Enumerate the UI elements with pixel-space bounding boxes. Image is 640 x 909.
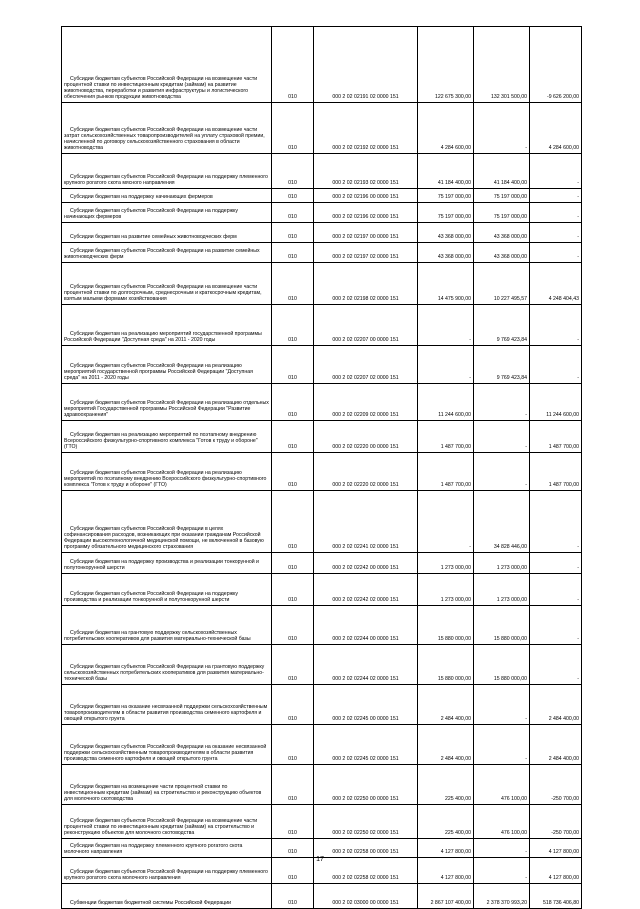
row-name-cell: Субсидии бюджетам на оказание несвязанной поддержки сельскохозяйственным товаропроизводителям в области развития производства семенного картофеля и овощей открытого грунта bbox=[62, 685, 272, 725]
table-row bbox=[62, 765, 582, 805]
row-code-cell: 010 bbox=[272, 606, 314, 645]
row-approved-cell: 14 475 900,00 bbox=[418, 263, 474, 305]
row-deviation-cell: - bbox=[530, 223, 582, 243]
row-approved-cell: 41 184 400,00 bbox=[418, 154, 474, 189]
row-code-cell: 010 bbox=[272, 203, 314, 223]
row-approved-cell: 122 675 300,00 bbox=[418, 27, 474, 103]
table-row bbox=[62, 645, 582, 685]
row-kbk-cell: 000 2 02 02258 00 0000 151 bbox=[314, 839, 418, 858]
row-approved-cell: 2 867 107 400,00 bbox=[418, 884, 474, 909]
table-row bbox=[62, 553, 582, 574]
row-deviation-cell: - bbox=[530, 154, 582, 189]
row-executed-cell: - bbox=[474, 839, 530, 858]
row-code-cell: 010 bbox=[272, 27, 314, 103]
row-executed-cell: - bbox=[474, 725, 530, 765]
row-code-cell: 010 bbox=[272, 223, 314, 243]
row-kbk-cell: 000 2 02 02258 02 0000 151 bbox=[314, 858, 418, 884]
table-row bbox=[62, 685, 582, 725]
row-name-cell: Субсидии бюджетам субъектов Российской Федерации на грантовую поддержку сельскохозяйственных потребительских кооперативов для развития материально-технической базы bbox=[62, 645, 272, 685]
row-executed-cell: 476 100,00 bbox=[474, 805, 530, 839]
row-deviation-cell: 1 487 700,00 bbox=[530, 421, 582, 453]
row-name-cell: Субсидии бюджетам субъектов Российской Федерации на поддержку племенного крупного рогатого скота молочного направления bbox=[62, 858, 272, 884]
row-kbk-cell: 000 2 02 02207 00 0000 151 bbox=[314, 305, 418, 346]
row-name-cell: Субсидии бюджетам субъектов Российской Федерации на оказание несвязанной поддержки сельскохозяйственным товаропроизводителям в области развития производства семенного картофеля и овощей открытого грунта bbox=[62, 725, 272, 765]
row-approved-cell: 225 400,00 bbox=[418, 805, 474, 839]
row-name-cell: Субсидии бюджетам субъектов Российской Федерации на реализацию отдельных мероприятий Государственной программы Российской Федерации "Развитие здравоохранения" bbox=[62, 384, 272, 421]
row-kbk-cell: 000 2 02 03000 00 0000 151 bbox=[314, 884, 418, 909]
row-deviation-cell: -250 700,00 bbox=[530, 805, 582, 839]
row-approved-cell: 225 400,00 bbox=[418, 765, 474, 805]
row-executed-cell: 1 273 000,00 bbox=[474, 553, 530, 574]
table-row bbox=[62, 839, 582, 858]
row-executed-cell: 132 301 500,00 bbox=[474, 27, 530, 103]
row-approved-cell: - bbox=[418, 491, 474, 553]
row-kbk-cell: 000 2 02 02193 02 0000 151 bbox=[314, 154, 418, 189]
row-executed-cell: 75 197 000,00 bbox=[474, 189, 530, 203]
row-code-cell: 010 bbox=[272, 839, 314, 858]
table-row bbox=[62, 346, 582, 384]
row-code-cell: 010 bbox=[272, 725, 314, 765]
row-approved-cell: - bbox=[418, 305, 474, 346]
row-executed-cell: 2 378 370 993,20 bbox=[474, 884, 530, 909]
row-approved-cell: 1 487 700,00 bbox=[418, 453, 474, 491]
row-deviation-cell: 4 248 404,43 bbox=[530, 263, 582, 305]
row-kbk-cell: 000 2 02 02196 00 0000 151 bbox=[314, 189, 418, 203]
row-code-cell: 010 bbox=[272, 384, 314, 421]
budget-execution-table bbox=[61, 26, 582, 909]
table-row bbox=[62, 154, 582, 189]
row-executed-cell: 43 368 000,00 bbox=[474, 223, 530, 243]
row-approved-cell: 2 484 400,00 bbox=[418, 685, 474, 725]
row-approved-cell: 11 244 600,00 bbox=[418, 384, 474, 421]
table-row bbox=[62, 384, 582, 421]
row-name-cell: Субсидии бюджетам на реализацию мероприятий государственной программы Российской Федерации "Доступная среда" на 2011 - 2020 годы bbox=[62, 305, 272, 346]
row-deviation-cell: - bbox=[530, 553, 582, 574]
row-kbk-cell: 000 2 02 02241 02 0000 151 bbox=[314, 491, 418, 553]
row-kbk-cell: 000 2 02 02196 02 0000 151 bbox=[314, 203, 418, 223]
row-code-cell: 010 bbox=[272, 346, 314, 384]
table-row bbox=[62, 263, 582, 305]
row-approved-cell: 43 368 000,00 bbox=[418, 243, 474, 263]
row-executed-cell: 15 880 000,00 bbox=[474, 645, 530, 685]
row-code-cell: 010 bbox=[272, 884, 314, 909]
row-kbk-cell: 000 2 02 02244 02 0000 151 bbox=[314, 645, 418, 685]
row-name-cell: Субсидии бюджетам субъектов Российской Федерации на реализацию мероприятий по поэтапному внедрению Всероссийского физкультурно-спортивного комплекса "Готов к труду и обороне" (ГТО) bbox=[62, 453, 272, 491]
row-code-cell: 010 bbox=[272, 263, 314, 305]
row-code-cell: 010 bbox=[272, 189, 314, 203]
row-name-cell: Субсидии бюджетам субъектов Российской Федерации на возмещение части процентной ставки по инвестиционным кредитам (займам) на строительство и реконструкцию объектов для молочного скотоводства bbox=[62, 805, 272, 839]
row-name-cell: Субсидии бюджетам субъектов Российской Федерации на развитие семейных животноводческих ферм bbox=[62, 243, 272, 263]
table-body bbox=[62, 27, 582, 909]
row-code-cell: 010 bbox=[272, 421, 314, 453]
row-deviation-cell: 4 284 600,00 bbox=[530, 103, 582, 154]
table-row bbox=[62, 805, 582, 839]
row-executed-cell: - bbox=[474, 685, 530, 725]
row-executed-cell: 10 227 495,57 bbox=[474, 263, 530, 305]
budget-report-page bbox=[61, 26, 581, 909]
row-executed-cell: - bbox=[474, 421, 530, 453]
row-executed-cell: 9 769 423,84 bbox=[474, 346, 530, 384]
row-name-cell: Субсидии бюджетам на грантовую поддержку сельскохозяйственных потребительских кооперативов для развития материально-технической базы bbox=[62, 606, 272, 645]
row-name-cell: Субсидии бюджетам на поддержку племенного крупного рогатого скота молочного направления bbox=[62, 839, 272, 858]
row-name-cell: Субсидии бюджетам субъектов Российской Федерации в целях софинансирования расходов, возникающих при оказании гражданам Российской Федерации высокотехнологичной медицинской помощи, не включенной в базовую программу обязательного медицинского страхования bbox=[62, 491, 272, 553]
row-executed-cell: 476 100,00 bbox=[474, 765, 530, 805]
row-kbk-cell: 000 2 02 02244 00 0000 151 bbox=[314, 606, 418, 645]
table-row bbox=[62, 243, 582, 263]
row-approved-cell: 1 273 000,00 bbox=[418, 553, 474, 574]
row-executed-cell: - bbox=[474, 453, 530, 491]
row-kbk-cell: 000 2 02 02250 02 0000 151 bbox=[314, 805, 418, 839]
row-deviation-cell: - bbox=[530, 243, 582, 263]
row-kbk-cell: 000 2 02 02242 00 0000 151 bbox=[314, 553, 418, 574]
row-executed-cell: - bbox=[474, 103, 530, 154]
row-kbk-cell: 000 2 02 02191 02 0000 151 bbox=[314, 27, 418, 103]
row-approved-cell: 4 127 800,00 bbox=[418, 858, 474, 884]
row-code-cell: 010 bbox=[272, 553, 314, 574]
table-row bbox=[62, 574, 582, 606]
row-executed-cell: 75 197 000,00 bbox=[474, 203, 530, 223]
row-kbk-cell: 000 2 02 02192 02 0000 151 bbox=[314, 103, 418, 154]
row-code-cell: 010 bbox=[272, 491, 314, 553]
row-deviation-cell: - bbox=[530, 645, 582, 685]
table-row bbox=[62, 491, 582, 553]
row-approved-cell: 15 880 000,00 bbox=[418, 645, 474, 685]
row-code-cell: 010 bbox=[272, 858, 314, 884]
row-name-cell: Субсидии бюджетам субъектов Российской Федерации на возмещение части процентной ставки по инвестиционным кредитам (займам) на развитие животноводства, переработки и развития инфраструктуры и логистического обеспечения рынков продукции животноводства bbox=[62, 27, 272, 103]
row-approved-cell: 4 127 800,00 bbox=[418, 839, 474, 858]
row-approved-cell: 15 880 000,00 bbox=[418, 606, 474, 645]
row-executed-cell: 41 184 400,00 bbox=[474, 154, 530, 189]
row-name-cell: Субсидии бюджетам субъектов Российской Федерации на реализацию мероприятий государственной программы Российской Федерации "Доступная среда" на 2011 - 2020 годы bbox=[62, 346, 272, 384]
row-name-cell: Субсидии бюджетам на поддержку производства и реализации тонкорунной и полутонкорунной шерсти bbox=[62, 553, 272, 574]
row-deviation-cell: 4 127 800,00 bbox=[530, 858, 582, 884]
row-deviation-cell: 2 484 400,00 bbox=[530, 685, 582, 725]
row-name-cell: Субсидии бюджетам на развитие семейных животноводческих ферм bbox=[62, 223, 272, 243]
table-row bbox=[62, 453, 582, 491]
row-approved-cell: 1 273 000,00 bbox=[418, 574, 474, 606]
table-row bbox=[62, 223, 582, 243]
table-row bbox=[62, 189, 582, 203]
row-kbk-cell: 000 2 02 02220 00 0000 151 bbox=[314, 421, 418, 453]
row-kbk-cell: 000 2 02 02197 02 0000 151 bbox=[314, 243, 418, 263]
row-deviation-cell: -250 700,00 bbox=[530, 765, 582, 805]
table-row bbox=[62, 305, 582, 346]
row-approved-cell: 1 487 700,00 bbox=[418, 421, 474, 453]
row-executed-cell: 15 880 000,00 bbox=[474, 606, 530, 645]
table-row bbox=[62, 606, 582, 645]
row-name-cell: Субсидии бюджетам на возмещение части процентной ставки по инвестиционным кредитам (займам) на строительство и реконструкцию объектов для молочного скотоводства bbox=[62, 765, 272, 805]
table-row bbox=[62, 103, 582, 154]
table-row bbox=[62, 421, 582, 453]
row-executed-cell: 9 769 423,84 bbox=[474, 305, 530, 346]
row-kbk-cell: 000 2 02 02197 00 0000 151 bbox=[314, 223, 418, 243]
row-code-cell: 010 bbox=[272, 453, 314, 491]
table-row bbox=[62, 725, 582, 765]
row-kbk-cell: 000 2 02 02245 00 0000 151 bbox=[314, 685, 418, 725]
row-name-cell: Субсидии бюджетам на реализацию мероприятий по поэтапному внедрению Всероссийского физкультурно-спортивного комплекса "Готов к труду и обороне" (ГТО) bbox=[62, 421, 272, 453]
row-code-cell: 010 bbox=[272, 645, 314, 685]
row-deviation-cell: - bbox=[530, 203, 582, 223]
row-deviation-cell: 518 736 406,80 bbox=[530, 884, 582, 909]
table-row bbox=[62, 27, 582, 103]
row-kbk-cell: 000 2 02 02209 02 0000 151 bbox=[314, 384, 418, 421]
row-name-cell: Субвенции бюджетам бюджетной системы Российской Федерации bbox=[62, 884, 272, 909]
row-approved-cell: 4 284 600,00 bbox=[418, 103, 474, 154]
row-deviation-cell: - bbox=[530, 305, 582, 346]
page-number: 17 bbox=[316, 856, 324, 863]
row-executed-cell: 34 828 446,00 bbox=[474, 491, 530, 553]
row-code-cell: 010 bbox=[272, 103, 314, 154]
row-approved-cell: - bbox=[418, 346, 474, 384]
table-row bbox=[62, 203, 582, 223]
row-executed-cell: 1 273 000,00 bbox=[474, 574, 530, 606]
row-code-cell: 010 bbox=[272, 154, 314, 189]
row-deviation-cell: 2 484 400,00 bbox=[530, 725, 582, 765]
row-code-cell: 010 bbox=[272, 243, 314, 263]
row-kbk-cell: 000 2 02 02245 02 0000 151 bbox=[314, 725, 418, 765]
row-kbk-cell: 000 2 02 02250 00 0000 151 bbox=[314, 765, 418, 805]
row-code-cell: 010 bbox=[272, 805, 314, 839]
row-name-cell: Субсидии бюджетам субъектов Российской Федерации на поддержку начинающих фермеров bbox=[62, 203, 272, 223]
row-kbk-cell: 000 2 02 02207 02 0000 151 bbox=[314, 346, 418, 384]
row-approved-cell: 43 368 000,00 bbox=[418, 223, 474, 243]
row-approved-cell: 75 197 000,00 bbox=[418, 203, 474, 223]
row-deviation-cell: - bbox=[530, 189, 582, 203]
row-name-cell: Субсидии бюджетам субъектов Российской Федерации на возмещение части затрат сельскохозяйственных товаропроизводителей на уплату страховой премии, начисленной по договору сельскохозяйственного страхования в области животноводства bbox=[62, 103, 272, 154]
row-name-cell: Субсидии бюджетам субъектов Российской Федерации на поддержку производства и реализации тонкорунной и полутонкорунной шерсти bbox=[62, 574, 272, 606]
row-deviation-cell: 4 127 800,00 bbox=[530, 839, 582, 858]
row-kbk-cell: 000 2 02 02198 02 0000 151 bbox=[314, 263, 418, 305]
row-kbk-cell: 000 2 02 02220 02 0000 151 bbox=[314, 453, 418, 491]
row-executed-cell: - bbox=[474, 384, 530, 421]
row-code-cell: 010 bbox=[272, 305, 314, 346]
row-approved-cell: 75 197 000,00 bbox=[418, 189, 474, 203]
row-name-cell: Субсидии бюджетам субъектов Российской Федерации на поддержку племенного крупного рогатого скота мясного направления bbox=[62, 154, 272, 189]
row-name-cell: Субсидии бюджетам на поддержку начинающих фермеров bbox=[62, 189, 272, 203]
row-code-cell: 010 bbox=[272, 685, 314, 725]
row-name-cell: Субсидии бюджетам субъектов Российской Федерации на возмещение части процентной ставки по долгосрочным, среднесрочным и краткосрочным кредитам, взятым малыми формами хозяйствования bbox=[62, 263, 272, 305]
row-executed-cell: 43 368 000,00 bbox=[474, 243, 530, 263]
row-code-cell: 010 bbox=[272, 574, 314, 606]
row-deviation-cell: - bbox=[530, 346, 582, 384]
row-code-cell: 010 bbox=[272, 765, 314, 805]
row-deviation-cell: 11 244 600,00 bbox=[530, 384, 582, 421]
row-deviation-cell: -9 626 200,00 bbox=[530, 27, 582, 103]
row-deviation-cell: - bbox=[530, 606, 582, 645]
row-executed-cell: - bbox=[474, 858, 530, 884]
row-deviation-cell: - bbox=[530, 574, 582, 606]
row-approved-cell: 2 484 400,00 bbox=[418, 725, 474, 765]
row-kbk-cell: 000 2 02 02242 02 0000 151 bbox=[314, 574, 418, 606]
row-deviation-cell: - bbox=[530, 491, 582, 553]
row-deviation-cell: 1 487 700,00 bbox=[530, 453, 582, 491]
